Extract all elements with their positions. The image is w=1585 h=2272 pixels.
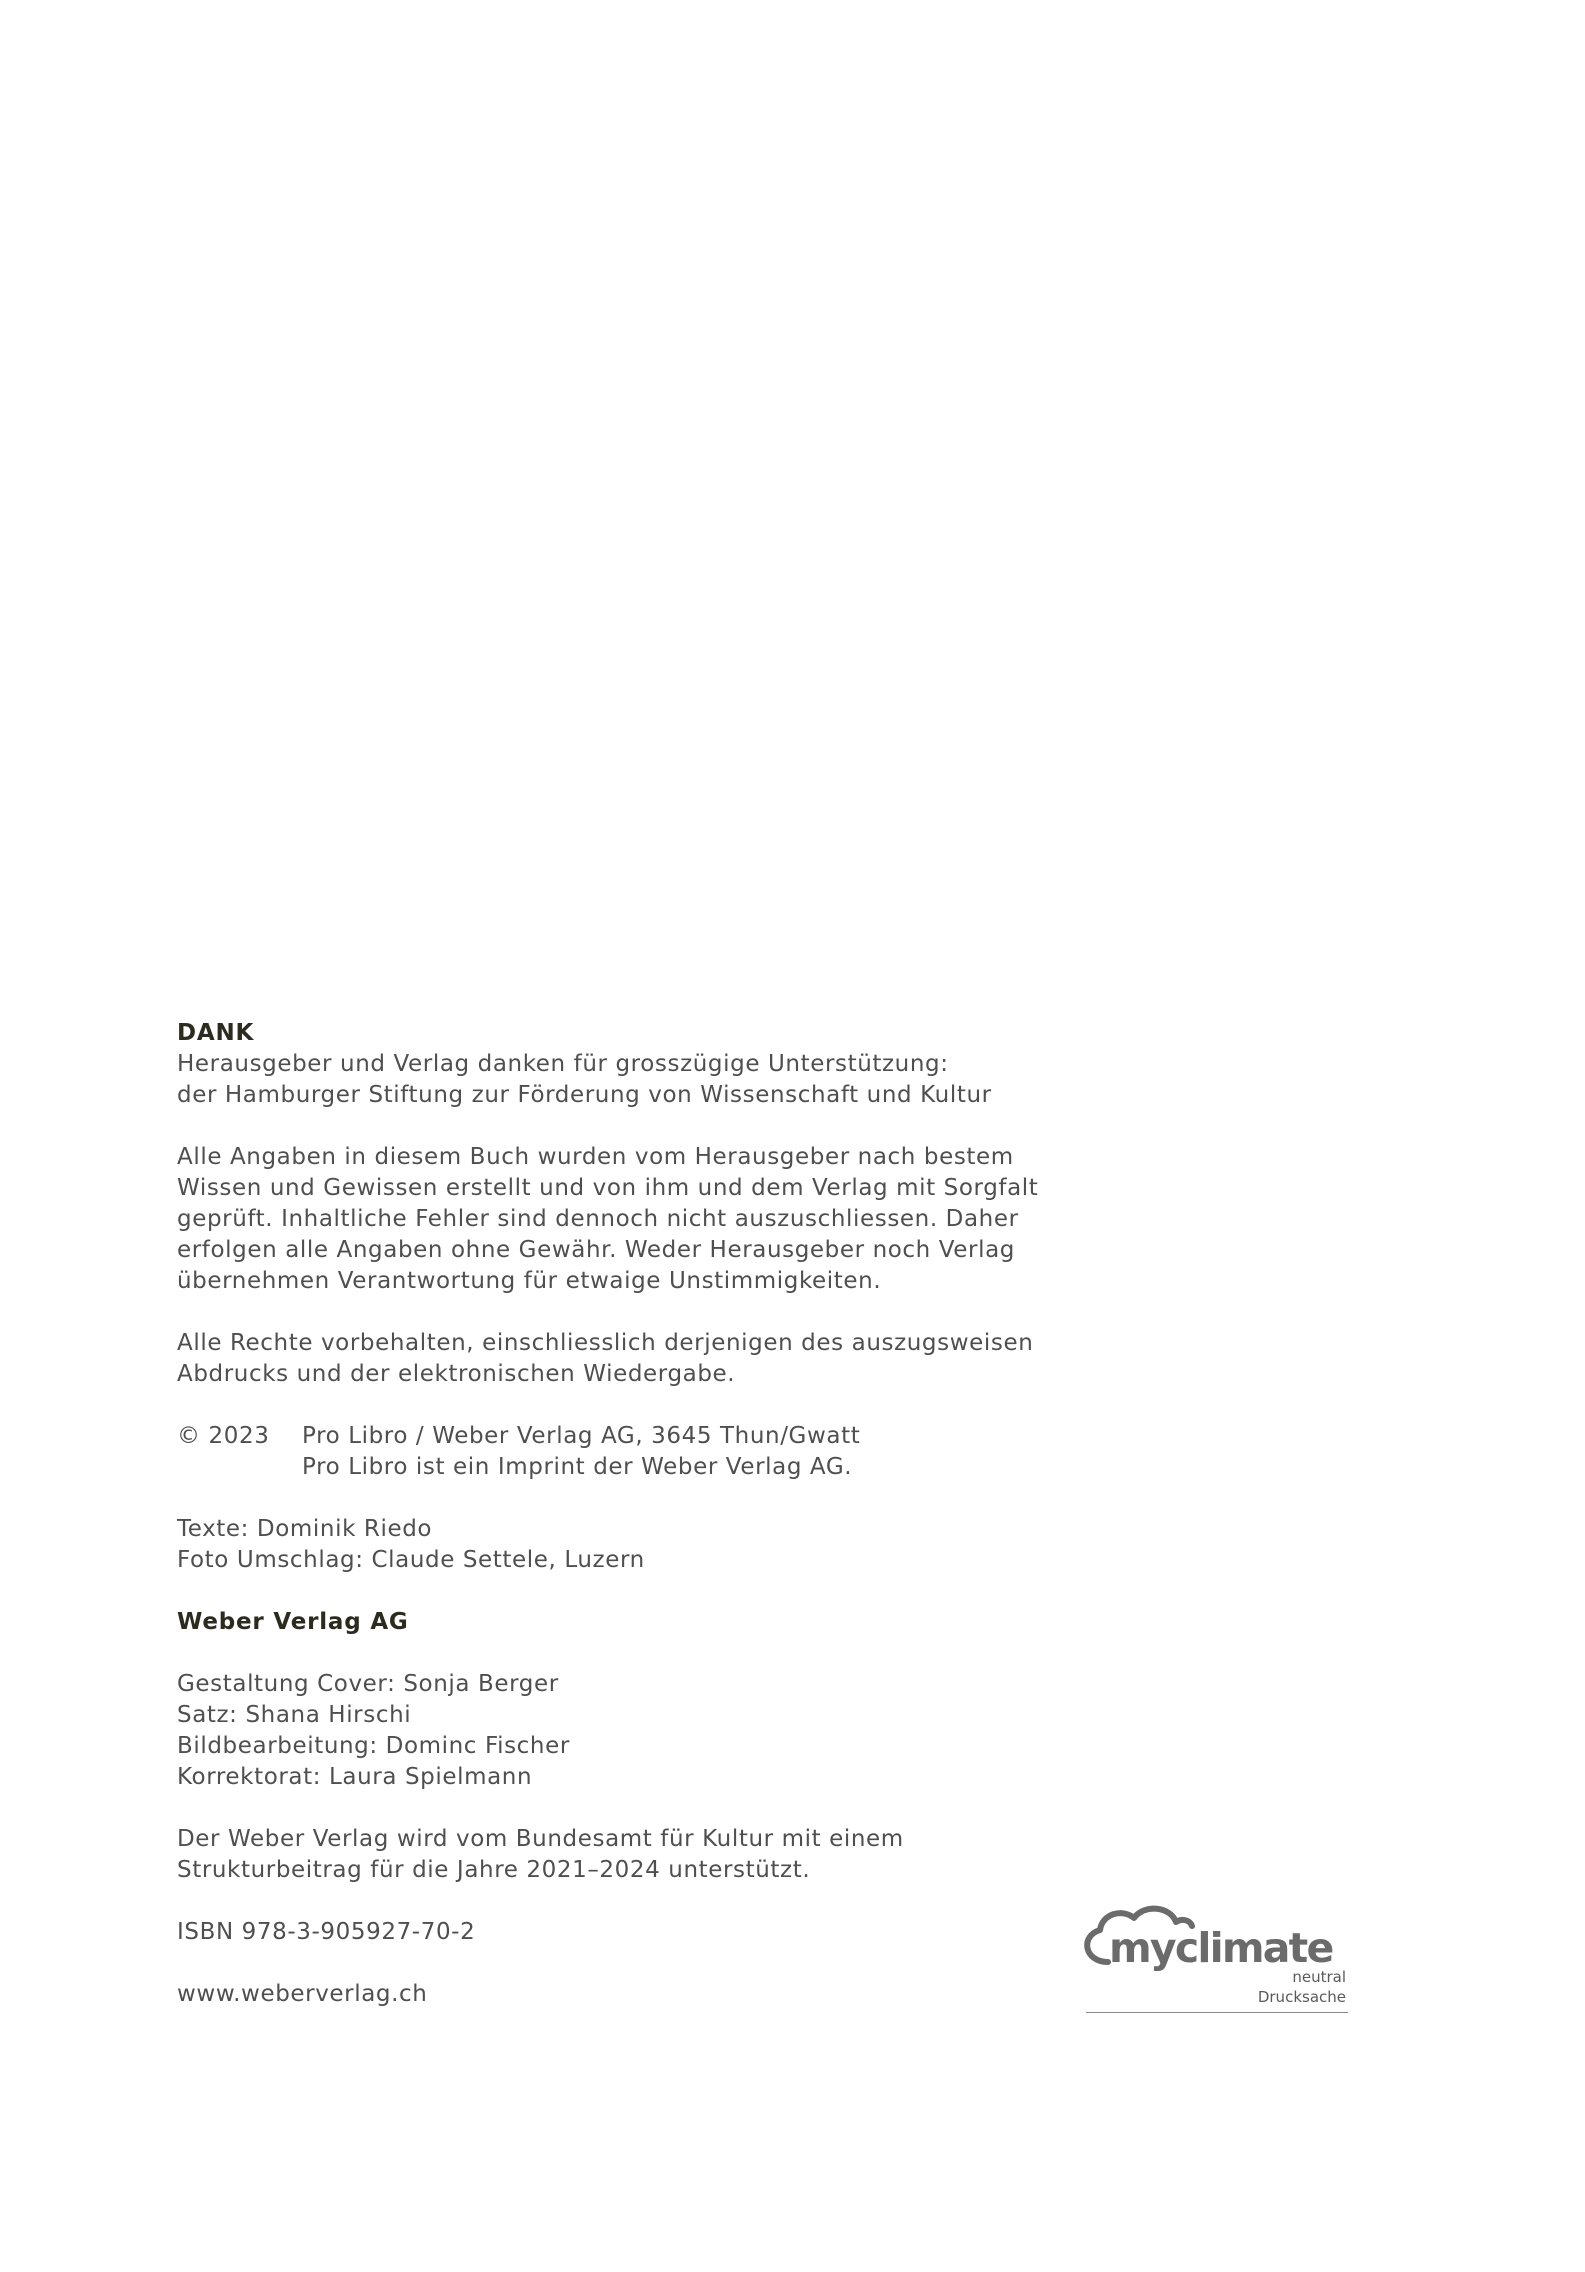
logo-neutral: neutral [1292,1968,1346,1986]
website-section [177,1979,1137,2010]
disclaimer-line: erfolgen alle Angaben ohne Gewähr. Weder Herausgeber noch Verlag [177,1237,1015,1263]
copyright-line: Pro Libro / Weber Verlag AG, 3645 Thun/Gwatt [302,1423,861,1449]
support-section [177,1824,1137,1886]
disclaimer-line: geprüft. Inhaltliche Fehler sind dennoch nicht auszuschliessen. Daher [177,1206,1019,1232]
dank-line: der Hamburger Stiftung zur Förderung von Wissenschaft und Kultur [177,1082,992,1108]
production-line: Satz: Shana Hirschi [177,1702,412,1728]
disclaimer-line: Alle Angaben in diesem Buch wurden vom Herausgeber nach bestem [177,1144,1014,1170]
dank-section [177,1018,1137,1111]
isbn: ISBN 978-3-905927-70-2 [177,1919,476,1945]
production-line: Bildbearbeitung: Dominc Fischer [177,1733,570,1759]
disclaimer-section [177,1142,1137,1297]
production-line: Korrektorat: Laura Spielmann [177,1764,533,1790]
rights-section [177,1328,1137,1390]
publisher-section [177,1607,1137,1638]
logo-drucksache: Drucksache [1257,1988,1346,2006]
production-line: Gestaltung Cover: Sonja Berger [177,1671,559,1697]
myclimate-logo [1078,1906,1350,2020]
credits-line: Foto Umschlag: Claude Settele, Luzern [177,1547,645,1573]
dank-line: Herausgeber und Verlag danken für grosszügige Unterstützung: [177,1051,949,1077]
rights-line: Alle Rechte vorbehalten, einschliesslich derjenigen des auszugsweisen [177,1330,1034,1356]
publisher-heading: Weber Verlag AG [177,1609,409,1635]
logo-rule [1086,2012,1348,2013]
copyright-year: © 2023 [177,1423,270,1449]
imprint-page [177,1018,1137,2041]
support-line: Der Weber Verlag wird vom Bundesamt für Kultur mit einem [177,1826,904,1852]
dank-heading: DANK [177,1020,255,1046]
disclaimer-line: Wissen und Gewissen erstellt und von ihm und dem Verlag mit Sorgfalt [177,1175,1039,1201]
copyright-lines [302,1421,1137,1483]
website: www.weberverlag.ch [177,1981,428,2007]
logo-wordmark: myclimate [1109,1924,1333,1972]
credits-line: Texte: Dominik Riedo [177,1516,433,1542]
rights-line: Abdrucks und der elektronischen Wiedergabe. [177,1361,736,1387]
isbn-section [177,1917,1137,1948]
disclaimer-line: übernehmen Verantwortung für etwaige Unstimmigkeiten. [177,1268,882,1294]
copyright-line: Pro Libro ist ein Imprint der Weber Verlag AG. [302,1454,853,1480]
production-section [177,1669,1137,1793]
copyright-section [177,1421,1137,1483]
credits-section [177,1514,1137,1576]
support-line: Strukturbeitrag für die Jahre 2021–2024 unterstützt. [177,1857,811,1883]
